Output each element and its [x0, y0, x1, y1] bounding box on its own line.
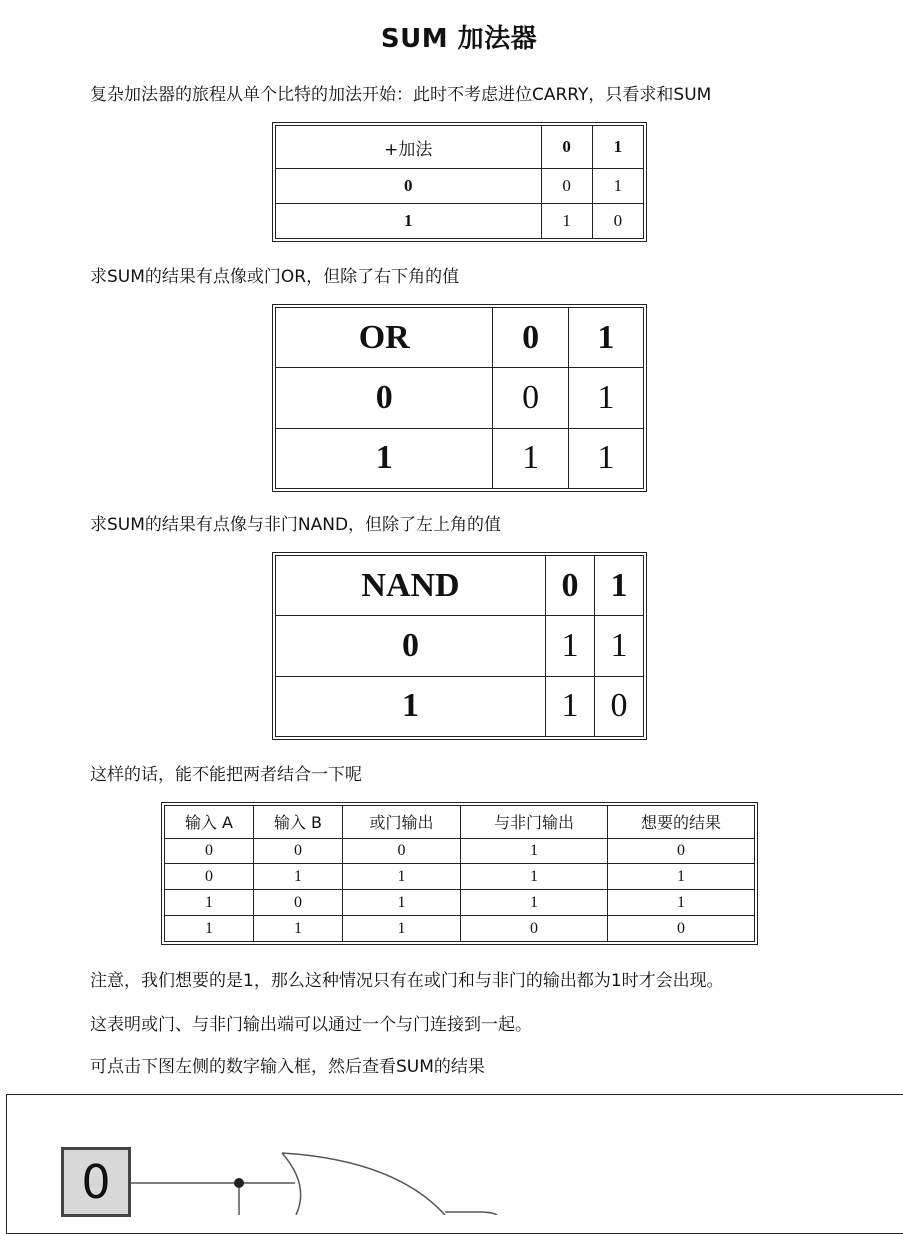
- table-cell: 1: [343, 864, 461, 890]
- nand-note-text: 求SUM的结果有点像与非门NAND，但除了左上角的值: [90, 515, 502, 535]
- table-cell: 1: [460, 864, 607, 890]
- table-cell: 0: [493, 368, 568, 428]
- table-cell: 1: [253, 864, 342, 890]
- table-cell: 1: [460, 838, 607, 864]
- table-cell: 0: [253, 890, 342, 916]
- table-cell: 0: [607, 916, 754, 942]
- column-header: 与非门输出: [460, 806, 607, 839]
- junction-dot: [234, 1178, 244, 1188]
- combine-text: 这样的话，能不能把两者结合一下呢: [90, 765, 362, 785]
- column-header: 1: [568, 308, 643, 368]
- table-cell: 0: [165, 864, 254, 890]
- table-cell: 1: [568, 428, 643, 488]
- conclusion-text: 这表明或门、与非门输出端可以通过一个与门连接到一起。: [90, 1015, 532, 1035]
- or-note-text: 求SUM的结果有点像或门OR，但除了右下角的值: [90, 267, 460, 287]
- row-header: 1: [276, 204, 542, 239]
- table-cell: 0: [460, 916, 607, 942]
- table-cell: 1: [165, 890, 254, 916]
- column-header: 或门输出: [343, 806, 461, 839]
- table-cell: 1: [595, 616, 644, 676]
- row-header: 1: [276, 676, 546, 736]
- table-cell: 1: [460, 890, 607, 916]
- column-header: 1: [595, 556, 644, 616]
- row-header: 0: [276, 368, 493, 428]
- column-header: 1: [592, 126, 643, 169]
- table-cell: 0: [607, 838, 754, 864]
- table-cell: 1: [546, 676, 595, 736]
- table-cell: 1: [253, 916, 342, 942]
- table-cell: 0: [343, 838, 461, 864]
- column-header: 0: [546, 556, 595, 616]
- table-cell: 1: [607, 864, 754, 890]
- table-cell: 1: [546, 616, 595, 676]
- table-cell: 0: [253, 838, 342, 864]
- row-header: 0: [276, 616, 546, 676]
- table-cell: 0: [165, 838, 254, 864]
- column-header: 0: [541, 126, 592, 169]
- attention-text: 注意，我们想要的是1，那么这种情况只有在或门和与非门的输出都为1时才会出现。: [90, 971, 724, 991]
- page-title: SUM 加法器: [380, 24, 538, 54]
- table-cell: 1: [541, 204, 592, 239]
- table-cell: 1: [343, 916, 461, 942]
- table-cell: 1: [343, 890, 461, 916]
- instruction-text: 可点击下图左侧的数字输入框，然后查看SUM的结果: [90, 1057, 485, 1077]
- table-cell: 0: [595, 676, 644, 736]
- column-header: 输入 B: [253, 806, 342, 839]
- table-cell: 1: [568, 368, 643, 428]
- column-header: 输入 A: [165, 806, 254, 839]
- table-cell: 1: [607, 890, 754, 916]
- row-header: 0: [276, 169, 542, 204]
- table-cell: 0: [541, 169, 592, 204]
- row-header: 1: [276, 428, 493, 488]
- table-cell: 0: [592, 204, 643, 239]
- table-corner-label: OR: [276, 308, 493, 368]
- number-input-box[interactable]: 0: [61, 1147, 131, 1217]
- table-corner-label: +加法: [276, 126, 542, 169]
- column-header: 0: [493, 308, 568, 368]
- or-gate-shape: [282, 1153, 445, 1215]
- table-corner-label: NAND: [276, 556, 546, 616]
- intro-text: 复杂加法器的旅程从单个比特的加法开始：此时不考虑进位CARRY，只看求和SUM: [90, 85, 712, 105]
- table-cell: 1: [493, 428, 568, 488]
- table-cell: 1: [592, 169, 643, 204]
- table-cell: 1: [165, 916, 254, 942]
- column-header: 想要的结果: [607, 806, 754, 839]
